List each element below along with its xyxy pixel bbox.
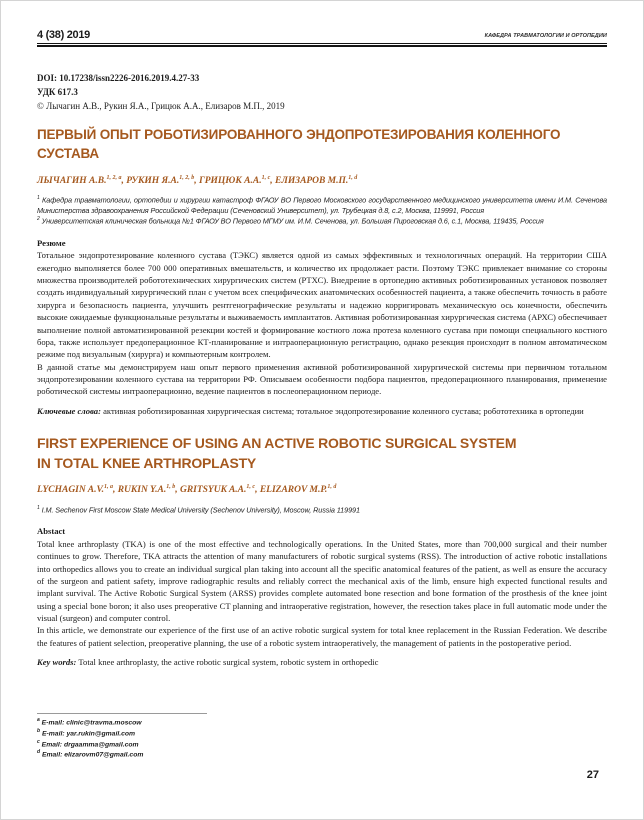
journal-name: КАФЕДРА ТРАВМАТОЛОГИИ И ОРТОПЕДИИ — [484, 33, 607, 39]
article-meta — [37, 71, 607, 113]
author-separator: , — [270, 175, 275, 186]
author: ЛЫЧАГИН А.В. — [37, 175, 107, 186]
abstract-paragraph: In this article, we demonstrate our experience of the first use of an active robotic surgical system for total knee replacement in the Russian Federation. We describe the features of patient selection, preoperative planning, the use of a robotic system intraoperatively, the management of patients in the postoperative period. — [37, 625, 607, 648]
author: РУКИН Я.А. — [126, 175, 180, 186]
author-affil-marks: 1, 2, b — [179, 174, 195, 181]
author-email-footnotes — [37, 713, 297, 760]
footnote-email: Email: drgaamma@gmail.com — [39, 740, 139, 748]
footnote-mark: c — [37, 738, 40, 745]
udk-line: УДК 617.3 — [37, 87, 78, 97]
affiliations-ru — [37, 195, 607, 227]
issue-number: 4 (38) 2019 — [37, 29, 90, 41]
affiliation-text: Кафедра травматологии, ортопедии и хирургии катастроф ФГАОУ ВО Первого Московского государственного медицинского университета имени И.М. Сеченова Министерства здравоохранения Российской Федерации (Сеченовский Университет), ул. Трубецкая д.8, с.2, Москва, 119991, Россия — [37, 195, 607, 215]
affiliation-text: Университетская клиническая больница №1 ФГАОУ ВО Первого МГМУ им. И.М. Сеченова, ул. Большая Пироговская д.6, с.1, Москва, 119435, Россия — [39, 216, 544, 226]
author-affil-marks: 1, d — [348, 174, 358, 181]
affiliation — [37, 195, 607, 216]
footnote-divider — [37, 713, 207, 714]
authors-en — [37, 484, 607, 495]
footnote — [37, 728, 297, 739]
affiliation — [37, 505, 607, 516]
author-affil-marks: 1, a — [103, 484, 113, 491]
affiliation-text: I.M. Sechenov First Moscow State Medical University (Sechenov University), Moscow, Russia 119991 — [39, 504, 360, 514]
author: ГРИЦЮК А.А. — [198, 175, 262, 186]
author-affil-marks: 1, 2, a — [106, 174, 122, 181]
article-title-en-line2: IN TOTAL KNEE ARTHROPLASTY — [37, 454, 257, 471]
author-affil-marks: 1, b — [166, 484, 176, 491]
footnote — [37, 717, 297, 728]
abstract-paragraph: В данной статье мы демонстрируем наш опыт первого применения активной роботизированной хирургической системы при первичном тотальном эндопротезировании коленного сустава на территории РФ. Описываем особенности подбора пациентов, предоперационного планирования, применение роботической системы интраоперационно, ведение пациентов в послеоперационном периоде. — [37, 361, 607, 397]
keywords-label: Key words: — [37, 657, 77, 668]
author-separator: , — [175, 485, 180, 496]
author-separator: , — [194, 175, 199, 186]
author-affil-marks: 1, d — [327, 484, 337, 491]
copyright-line: © Лычагин А.В., Рукин Я.А., Грицюк А.А., Елизаров М.П., 2019 — [37, 101, 285, 111]
footnote-mark: b — [37, 727, 41, 734]
keywords-text: Total knee arthroplasty, the active robotic surgical system, robotic system in orthopedic — [76, 657, 379, 668]
keywords-label: Ключевые слова: — [37, 405, 101, 416]
keywords-text: активная роботизированная хирургическая система; тотальное эндопротезирование коленного сустава; робототехника в ортопедии — [100, 405, 584, 416]
author: RUKIN Y.A. — [117, 485, 167, 496]
author-separator: , — [112, 485, 118, 496]
author: ЕЛИЗАРОВ М.П. — [275, 175, 349, 186]
keywords-en — [37, 656, 607, 668]
author-affil-marks: 1, c — [246, 484, 256, 491]
author: LYCHAGIN A.V. — [37, 485, 104, 496]
footnote — [37, 749, 297, 760]
abstract-en — [37, 525, 607, 668]
affiliations-en — [37, 505, 607, 516]
affiliation-mark: 1 — [37, 504, 40, 511]
affiliation — [37, 216, 607, 227]
keywords-ru — [37, 405, 607, 417]
footnote-email: Email: elizarovm07@gmail.com — [40, 751, 144, 759]
affiliation-mark: 1 — [37, 194, 40, 201]
header-divider — [37, 43, 607, 47]
abstract-heading-ru: Резюме — [37, 237, 66, 248]
authors-ru — [37, 175, 607, 186]
doi-line: DOI: 10.17238/issn2226-2016.2019.4.27-33 — [37, 73, 200, 83]
abstract-paragraph: Тотальное эндопротезирование коленного сустава (ТЭКС) является одной из самых эффективных и технологичных операций. На территории США ежегодно выполняется более 700 000 оперативных вмешательств, и количество их продолжает расти. Поэтому ТЭКС привлекает внимание со стороны множества производителей робототехнических хирургических систем (РТХС). Внедрение в ортопедию активных роботизированных установок позволяет создать индивидуальный хирургический план с учетом всех специфических анатомических особенностей пациента, а также обеспечить точность в работе хирурга и безопасность пациента, улучшить рентгенографические результаты и надежно корригировать механическую ось конечности, обеспечить высокие ожидаемые функциональные результаты и выживаемость имплантатов. Активная роботизированная хирургическая система (АРХС) обеспечивает выполнение полной автоматизированной резекции костей и формирование костного ложа протеза коленного сустава при помощи специального костного бора, также использует предоперационное КТ-планирование и интраоперационную регистрацию, однако резекция происходит в полном автоматическом режиме под визуальным (хирурга) и компьютерным контролем. — [37, 250, 607, 360]
article-title-en-line1: FIRST EXPERIENCE OF USING AN ACTIVE ROBOTIC SURGICAL SYSTEM — [37, 435, 517, 452]
affiliation-mark: 2 — [37, 216, 40, 223]
abstract-paragraph: Total knee arthroplasty (TKA) is one of the most effective and technologically operations. In the United States, more than 700,000 surgical and their number continues to grow. Therefore, TKA attracts the attention of many manufacturers of robotic surgical systems (RSS). The introduction of active robotic installations into orthopedics allows you to create an individual surgical plan taking into account all the specific anatomical features of the patient, as well as ensure the accuracy of the surgeon and patient safety, improve radiographic results and reliably correct the mechanical axis of the limb, ensure high expected functional results and implant survival. The Active Robotic Surgical System (ARSS) provides complete automated bone resection and bone formation of the prosthesis of the knee joint using a special bone boron; it also uses preoperative CT planning and intraoperative registration, however, the resection takes place in full automatic mode under the visual (surgeon) and computer control. — [37, 538, 607, 624]
footnote-mark: d — [37, 749, 41, 756]
footnote-email: E-mail: yar.rukin@gmail.com — [40, 730, 136, 738]
author: GRITSYUK A.A. — [179, 485, 247, 496]
abstract-heading-en: Abstact — [37, 526, 66, 537]
footnote — [37, 739, 297, 750]
footnote-email: E-mail: clinic@travma.moscow — [39, 719, 142, 727]
author-affil-marks: 1, c — [261, 174, 271, 181]
abstract-ru — [37, 237, 607, 417]
article-title-en — [37, 434, 517, 473]
page-number: 27 — [586, 769, 599, 781]
article-title-ru: ПЕРВЫЙ ОПЫТ РОБОТИЗИРОВАННОГО ЭНДОПРОТЕЗИРОВАНИЯ КОЛЕННОГО СУСТАВА — [37, 127, 561, 161]
page-header — [37, 29, 607, 41]
author: ELIZAROV M.P. — [259, 485, 328, 496]
footnote-mark: a — [37, 717, 40, 723]
author-separator: , — [255, 485, 260, 496]
author-separator: , — [121, 175, 127, 186]
